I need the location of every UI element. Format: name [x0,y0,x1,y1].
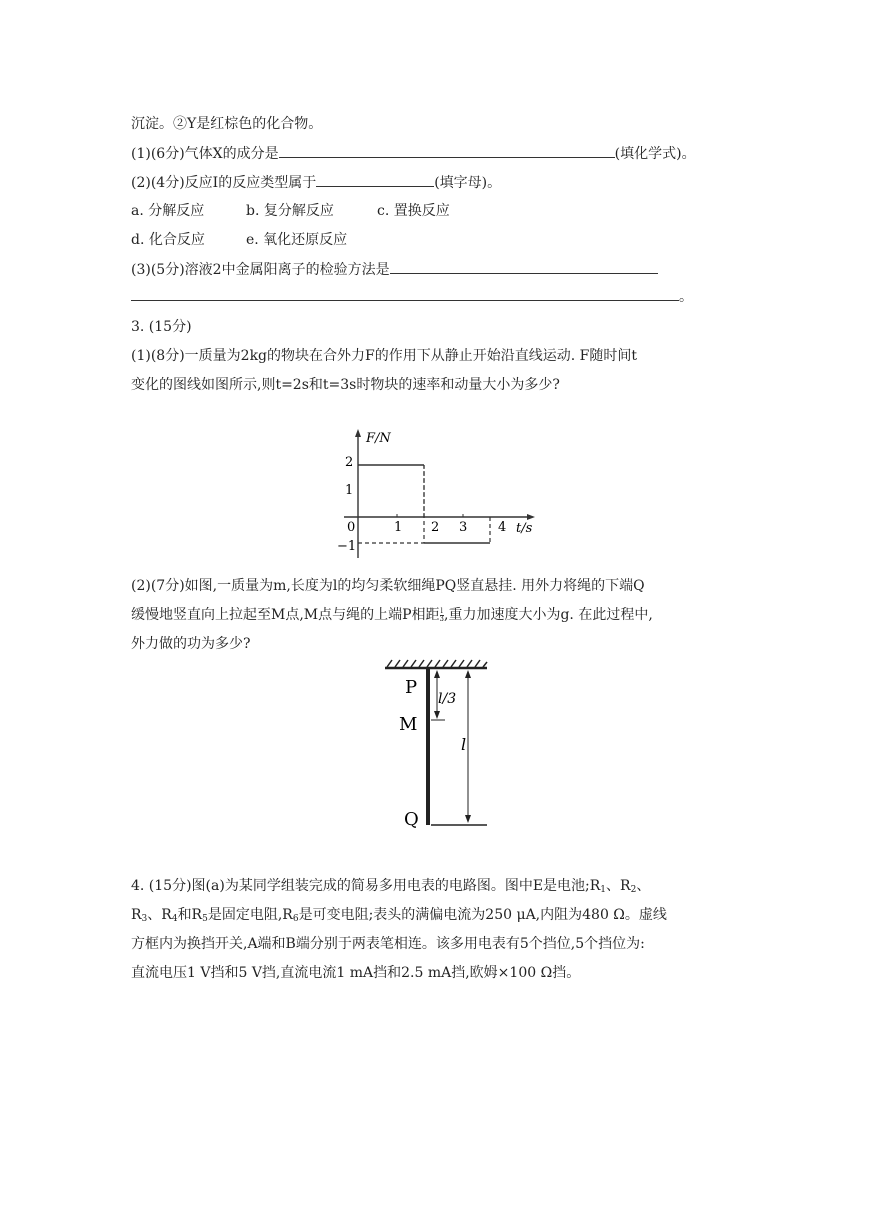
q3-heading: 3. (15分) [131,319,192,335]
q4-line4: 直流电压1 V挡和5 V挡,直流电流1 mA挡和2.5 mA挡,欧姆×100 Ω挡。 [131,965,581,981]
q2-intro: 沉淀。②Y是红棕色的化合物。 [131,116,323,132]
option-e: e. 氧化还原反应 [246,232,348,248]
q3-part2-line2 [131,605,653,625]
q2-part3 [131,259,658,280]
q4-line1 [131,876,650,900]
answer-blank-reaction-type[interactable] [316,172,434,187]
r3-prefix: R [131,907,142,923]
y-tick-1: 1 [345,483,354,498]
q2-part1 [131,143,696,164]
q2-part3-lead: (3)(5分)溶液2中金属阳离子的检验方法是 [131,262,390,278]
q2-part1-tail: (填化学式)。 [614,146,696,162]
q2-part1-lead: (1)(6分)气体X的成分是 [131,146,279,162]
x-tick-3: 3 [459,520,468,535]
q2-part2-tail: (填字母)。 [434,175,502,191]
q2-part3-cont [131,286,693,307]
q3-part2-line1: (2)(7分)如图,一质量为m,长度为l的均匀柔软细绳PQ竖直悬挂. 用外力将绳的下端Q [131,578,645,594]
answer-blank-ion-test-2[interactable] [131,286,679,301]
option-a: a. 分解反应 [131,203,205,219]
r5-prefix: 和R [177,907,203,923]
fraction-denominator: 3 [439,614,445,623]
ceiling-hatch [387,660,487,667]
sub-4: 4 [171,914,178,924]
answer-blank-ion-test-1[interactable] [390,259,658,274]
r4-prefix: 、R [147,907,172,923]
x-tick-4: 4 [498,520,507,535]
force-time-graph [332,424,537,560]
answer-blank-gas-x[interactable] [279,143,615,158]
r6-prefix: 是固定电阻,R [207,907,293,923]
label-q: Q [404,809,419,830]
x-axis-label: t/s [516,521,533,536]
sub-3: 3 [141,914,148,924]
x-tick-1: 1 [394,520,403,535]
origin-label: 0 [347,520,356,535]
q4-line1-end: 、 [636,878,651,894]
q4-line1-text: 4. (15分)图(a)为某同学组装完成的简易多用电表的电路图。图中E是电池;R [131,878,601,894]
force-series [358,465,490,543]
q3-part1-line2: 变化的图线如图所示,则t=2s和t=3s时物块的速率和动量大小为多少? [131,377,560,393]
q2-part2 [131,172,501,193]
q4-line3: 方框内为换挡开关,A端和B端分别于两表笔相连。该多用电表有5个挡位,5个挡位为: [131,936,645,952]
q3-part2-line3: 外力做的功为多少? [131,636,251,652]
sub-2: 2 [630,885,637,895]
rope-diagram [383,659,493,831]
fraction-numerator: l [440,606,443,615]
q4-line1-mid: 、R [606,878,631,894]
q2-part3-end: 。 [679,289,693,305]
y-tick-neg1: −1 [337,539,357,554]
q2-part2-lead: (2)(4分)反应Ⅰ的反应类型属于 [131,175,317,191]
option-d: d. 化合反应 [131,232,205,248]
label-m: M [399,714,418,735]
label-p: P [405,677,418,698]
q3-part1-line1: (1)(8分)一质量为2kg的物块在合外力F的作用下从静止开始沿直线运动. F随时间t [131,348,637,364]
label-l: l [461,735,467,754]
option-c: c. 置换反应 [377,203,450,219]
sub-1: 1 [600,885,607,895]
q4-line2-end: 是可变电阻;表头的满偏电流为250 μA,内阻为480 Ω。虚线 [298,907,667,923]
q3-part2-line2-b: ,重力加速度大小为g. 在此过程中, [444,607,653,623]
q3-part2-line2-a: 缓慢地竖直向上拉起至M点,M点与绳的上端P相距 [131,607,440,623]
label-l-third: l/3 [438,691,457,707]
sub-5: 5 [202,914,208,924]
option-b: b. 复分解反应 [246,203,334,219]
sub-6: 6 [292,914,299,924]
q2-options-row2 [131,230,347,250]
q4-line2 [131,905,667,929]
y-tick-2: 2 [345,455,354,470]
q2-options-row1 [131,201,450,221]
y-axis-label: F/N [366,431,391,446]
x-tick-2: 2 [431,520,440,535]
